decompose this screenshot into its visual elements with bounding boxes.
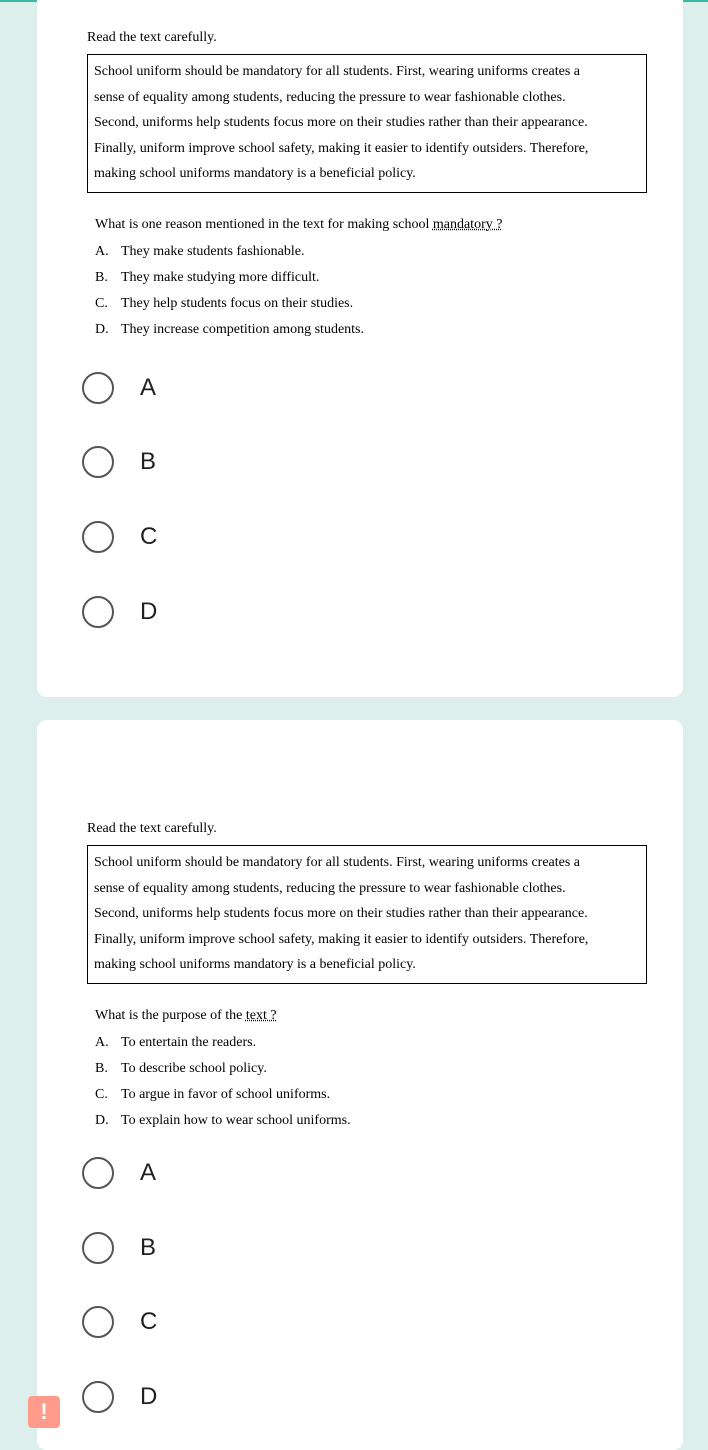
choice-label[interactable]: B xyxy=(140,1234,157,1261)
option-text: They make students fashionable. xyxy=(121,243,305,259)
question-image-1 xyxy=(87,30,647,343)
option-item xyxy=(95,1056,647,1082)
question-card-2 xyxy=(37,720,683,1450)
question-underlined: text ? xyxy=(245,1007,277,1023)
passage-line: Finally, uniform improve school safety, making it easier to identify outsiders. Therefore, xyxy=(94,931,589,947)
passage-line: School uniform should be mandatory for all students. First, wearing uniforms creates a xyxy=(94,855,581,870)
instruction-text: Read the text carefully. xyxy=(87,821,217,836)
choice-b[interactable] xyxy=(82,442,156,482)
choice-a[interactable] xyxy=(82,1153,156,1193)
option-text: To argue in favor of school uniforms. xyxy=(121,1086,331,1102)
passage-line: School uniform should be mandatory for all students. First, wearing uniforms creates a xyxy=(94,64,581,79)
radio-button[interactable] xyxy=(82,372,114,404)
passage-line: sense of equality among students, reducing the pressure to wear fashionable clothes. xyxy=(94,89,566,105)
option-letter: B. xyxy=(95,269,108,285)
option-item xyxy=(95,265,647,291)
question-text xyxy=(95,217,647,233)
option-letter: D. xyxy=(95,321,109,337)
option-text: To describe school policy. xyxy=(121,1060,267,1076)
radio-button[interactable] xyxy=(82,1306,114,1338)
option-item xyxy=(95,239,647,265)
option-letter: B. xyxy=(95,1060,108,1076)
option-item xyxy=(95,291,647,317)
option-item xyxy=(95,1082,647,1108)
option-text: To explain how to wear school uniforms. xyxy=(121,1112,351,1128)
passage-line: Second, uniforms help students focus more on their studies rather than their appearance. xyxy=(94,906,588,921)
option-letter: D. xyxy=(95,1112,109,1128)
radio-button[interactable] xyxy=(82,596,114,628)
question-card-1 xyxy=(37,0,683,697)
option-item xyxy=(95,1030,647,1056)
option-text: To entertain the readers. xyxy=(121,1034,257,1050)
radio-button[interactable] xyxy=(82,446,114,478)
radio-button[interactable] xyxy=(82,1232,114,1264)
choice-d[interactable] xyxy=(82,592,157,632)
question-prefix: What is one reason mentioned in the text for making school xyxy=(95,216,433,232)
passage-line: sense of equality among students, reducing the pressure to wear fashionable clothes. xyxy=(94,880,566,896)
passage-box xyxy=(87,54,647,193)
choice-label[interactable]: A xyxy=(140,374,157,401)
choice-d[interactable] xyxy=(82,1377,157,1417)
options-list xyxy=(95,239,647,343)
option-text: They increase competition among students. xyxy=(121,321,364,337)
passage-line: making school uniforms mandatory is a beneficial policy. xyxy=(94,166,416,181)
radio-button[interactable] xyxy=(82,521,114,553)
option-text: They make studying more difficult. xyxy=(121,269,320,285)
choice-label[interactable]: C xyxy=(140,1308,158,1335)
choice-c[interactable] xyxy=(82,1302,157,1342)
passage-line: Second, uniforms help students focus more on their studies rather than their appearance. xyxy=(94,115,588,130)
option-letter: A. xyxy=(95,1034,109,1050)
option-letter: C. xyxy=(95,1086,108,1102)
option-letter: C. xyxy=(95,295,108,311)
choice-b[interactable] xyxy=(82,1228,156,1268)
passage-line: Finally, uniform improve school safety, making it easier to identify outsiders. Therefore, xyxy=(94,140,589,156)
choice-label[interactable]: D xyxy=(140,598,158,625)
choice-label[interactable]: D xyxy=(140,1383,158,1410)
radio-button[interactable] xyxy=(82,1157,114,1189)
question-underlined: mandatory ? xyxy=(432,216,503,232)
option-item xyxy=(95,317,647,343)
choice-c[interactable] xyxy=(82,517,157,557)
question-text xyxy=(95,1008,647,1024)
option-item xyxy=(95,1108,647,1134)
options-list xyxy=(95,1030,647,1134)
choice-label[interactable]: B xyxy=(140,448,157,475)
choice-a[interactable] xyxy=(82,368,156,408)
option-letter: A. xyxy=(95,243,109,259)
radio-button[interactable] xyxy=(82,1381,114,1413)
choice-label[interactable]: C xyxy=(140,523,158,550)
passage-box xyxy=(87,845,647,984)
question-image-2 xyxy=(87,821,647,1134)
exclamation-icon[interactable]: ! xyxy=(28,1396,60,1428)
choice-label[interactable]: A xyxy=(140,1159,157,1186)
option-text: They help students focus on their studies. xyxy=(121,295,354,311)
question-prefix: What is the purpose of the xyxy=(95,1007,246,1023)
instruction-text: Read the text carefully. xyxy=(87,30,217,45)
passage-line: making school uniforms mandatory is a beneficial policy. xyxy=(94,957,416,972)
